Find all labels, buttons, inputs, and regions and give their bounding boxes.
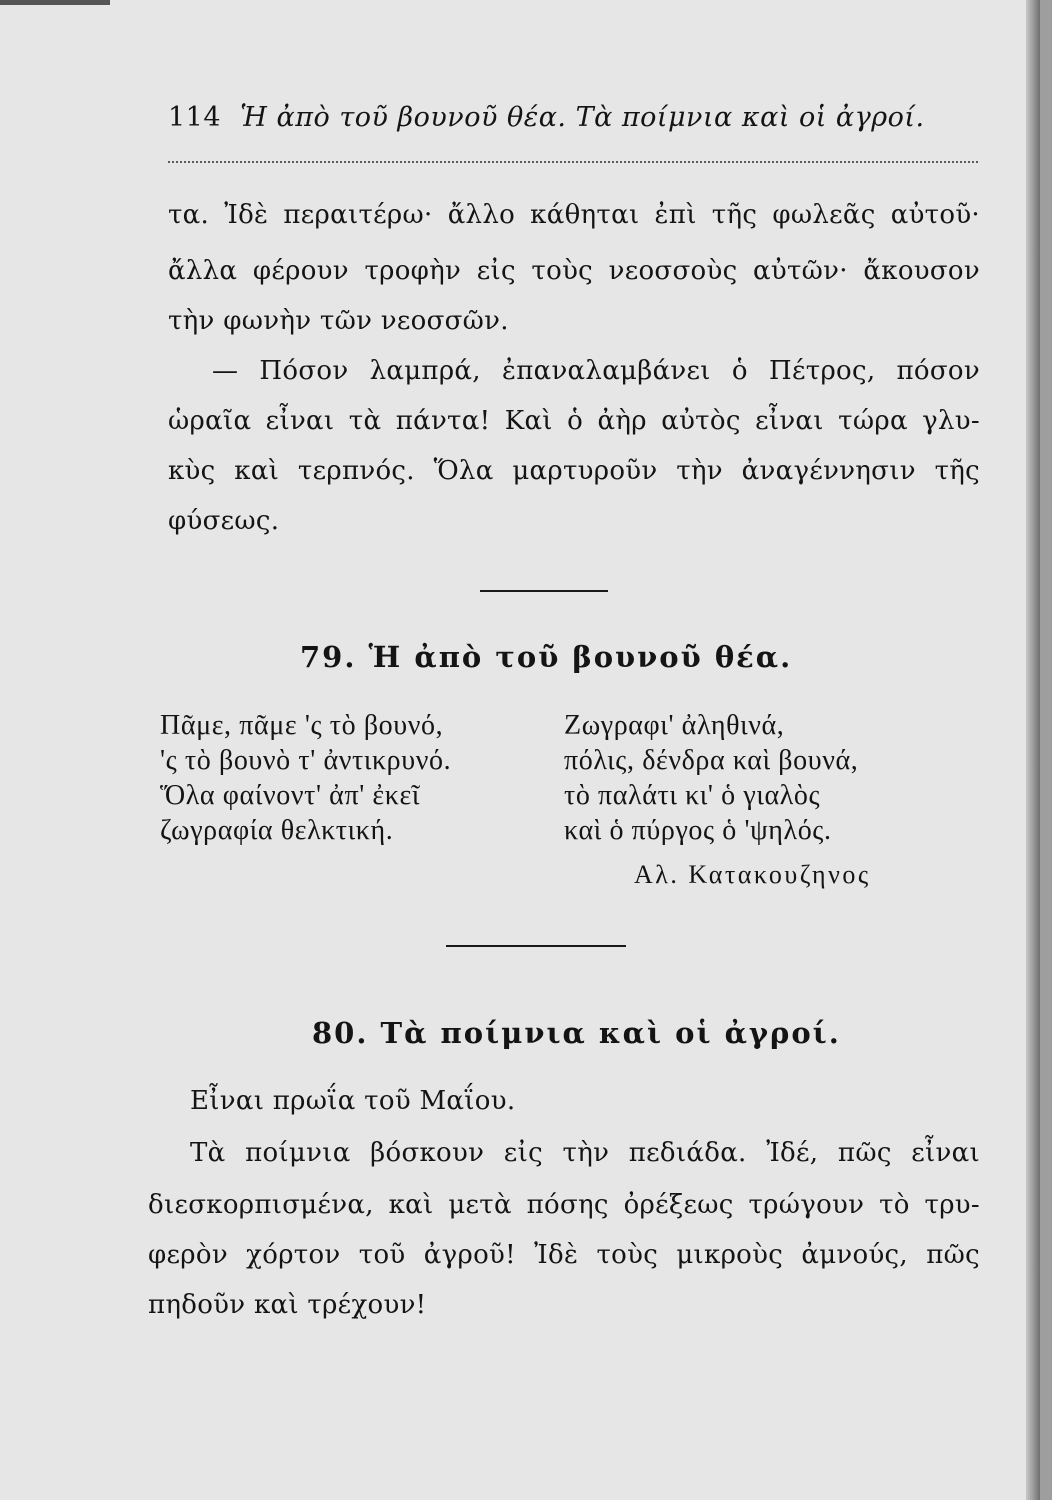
poem-line: Ὅλα φαίνοντ' ἀπ' ἐκεῖ — [160, 780, 420, 811]
section-title-80: 80. Τὰ ποίμνια καὶ οἱ ἀγροί. — [312, 1016, 841, 1050]
paragraph-line: — Πόσον λαμπρά, ἐπαναλαμβάνει ὁ Πέτρος, πόσον — [212, 356, 980, 386]
page-edge-right — [1026, 0, 1040, 1500]
section-divider — [480, 590, 608, 592]
paragraph-line: κὺς καὶ τερπνός. Ὅλα μαρτυροῦν τὴν ἀναγέννησιν τῆς — [168, 456, 980, 486]
running-head — [168, 102, 968, 133]
poem-line: ζωγραφία θελκτική. — [160, 815, 394, 846]
poem-line: καὶ ὁ πύργος ὁ 'ψηλός. — [564, 815, 832, 846]
paragraph-line: τα. Ἰδὲ περαιτέρω· ἄλλο κάθηται ἐπὶ τῆς φωλεᾶς αὐτοῦ· — [168, 200, 980, 230]
poem-line: 'ς τὸ βουνὸ τ' ἀντικρυνό. — [160, 745, 452, 776]
poem-author: Αλ. Κατακουζηνος — [634, 860, 871, 889]
paragraph-line: ὡραῖα εἶναι τὰ πάντα! Καὶ ὁ ἀὴρ αὐτὸς εἶναι τώρα γλυ- — [168, 406, 980, 436]
header-divider — [168, 161, 978, 163]
paragraph-line: ἄλλα φέρουν τροφὴν εἰς τοὺς νεοσσοὺς αὐτῶν· ἄκουσον — [168, 256, 980, 286]
poem-line: Ζωγραφι' ἀληθινά, — [564, 710, 785, 741]
running-head-title: Ἡ ἀπὸ τοῦ βουνοῦ θέα. Τὰ ποίμνια καὶ οἱ ἀγροί. — [240, 102, 925, 133]
page-number: 114 — [168, 102, 222, 133]
section-title-79: 79. Ἡ ἀπὸ τοῦ βουνοῦ θέα. — [300, 640, 793, 674]
paragraph-line: Εἶναι πρωΐα τοῦ Μαΐου. — [190, 1086, 516, 1116]
paragraph-line: τὴν φωνὴν τῶν νεοσσῶν. — [168, 306, 509, 336]
page-edge-top — [0, 0, 110, 5]
paragraph-line: φύσεως. — [168, 506, 280, 536]
section-divider — [446, 945, 626, 947]
paragraph-line: Τὰ ποίμνια βόσκουν εἰς τὴν πεδιάδα. Ἰδέ, πῶς εἶναι — [190, 1138, 980, 1168]
poem-line: Πᾶμε, πᾶμε 'ς τὸ βουνό, — [160, 710, 444, 741]
paragraph-line: διεσκορπισμένα, καὶ μετὰ πόσης ὀρέξεως τρώγουν τὸ τρυ- — [148, 1190, 980, 1220]
poem-line: τὸ παλάτι κι' ὁ γιαλὸς — [564, 780, 821, 811]
paragraph-line: πηδοῦν καὶ τρέχουν! — [148, 1290, 427, 1320]
poem-line: πόλις, δένδρα καὶ βουνά, — [564, 745, 859, 776]
paragraph-line: φερὸν χόρτον τοῦ ἀγροῦ! Ἰδὲ τοὺς μικροὺς ἀμνούς, πῶς — [148, 1240, 980, 1270]
